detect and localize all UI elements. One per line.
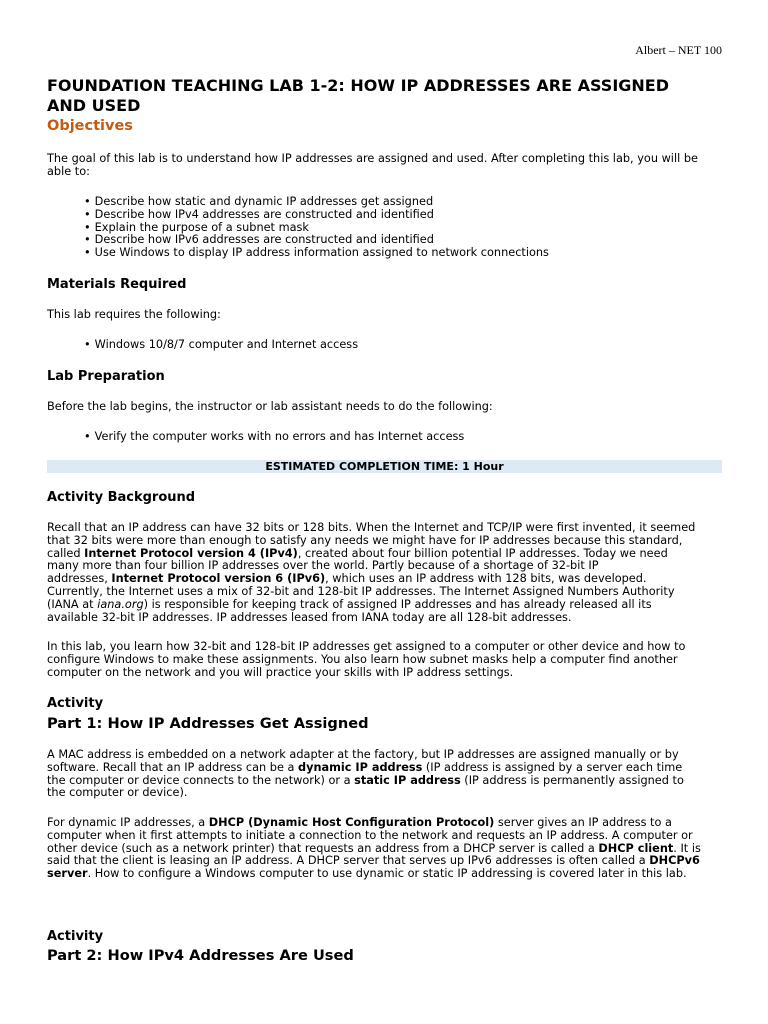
completion-time-banner: ESTIMATED COMPLETION TIME: 1 Hour: [47, 460, 722, 473]
list-item: • Describe how static and dynamic IP addresses get assigned: [84, 196, 549, 209]
background-heading: Activity Background: [47, 490, 196, 505]
prep-intro: Before the lab begins, the instructor or lab assistant needs to do the following:: [47, 400, 493, 413]
part2-heading: Part 2: How IPv4 Addresses Are Used: [47, 947, 354, 964]
objectives-intro: The goal of this lab is to understand how IP addresses are assigned and used. After completing this lab, you will be able to:: [47, 152, 698, 178]
background-paragraph-2: In this lab, you learn how 32-bit and 128-bit IP addresses get assigned to a computer or other device and how to configure Windows to make these assignments. You also learn how subnet masks help a computer find another computer on the network and you will practice your skills with IP address settings.: [47, 640, 686, 679]
materials-heading: Materials Required: [47, 277, 187, 292]
page-title: FOUNDATION TEACHING LAB 1-2: HOW IP ADDRESSES ARE ASSIGNED AND USED: [47, 76, 669, 115]
part1-heading: Part 1: How IP Addresses Get Assigned: [47, 715, 369, 732]
prep-heading: Lab Preparation: [47, 369, 165, 384]
list-item: • Verify the computer works with no errors and has Internet access: [84, 431, 464, 444]
materials-list: [84, 339, 358, 352]
list-item: • Use Windows to display IP address information assigned to network connections: [84, 247, 549, 260]
list-item: • Windows 10/8/7 computer and Internet access: [84, 339, 358, 352]
prep-list: [84, 431, 464, 444]
objectives-heading: Objectives: [47, 118, 133, 134]
part2-activity-label: Activity: [47, 929, 104, 944]
list-item: • Explain the purpose of a subnet mask: [84, 222, 549, 235]
materials-intro: This lab requires the following:: [47, 308, 221, 321]
part1-paragraph-1: A MAC address is embedded on a network adapter at the factory, but IP addresses are assigned manually or by software. Recall that an IP address can be a dynamic IP address (IP address is assigned by a server each time the computer or device connects to the network) or a static IP address (IP address is permanently assigned to the computer or device).: [47, 748, 684, 800]
objectives-list: [84, 196, 549, 260]
list-item: • Describe how IPv4 addresses are constructed and identified: [84, 209, 549, 222]
page-header: Albert – NET 100: [635, 43, 722, 57]
list-item: • Describe how IPv6 addresses are constructed and identified: [84, 234, 549, 247]
background-paragraph-1: Recall that an IP address can have 32 bits or 128 bits. When the Internet and TCP/IP were first invented, it seemed that 32 bits were more than enough to satisfy any needs we might have for IP addresses because this standard, called Internet Protocol version 4 (IPv4), created about four billion potential IP addresses. Today we need many more than four billion IP addresses over the world. Partly because of a shortage of 32-bit IP addresses, Internet Protocol version 6 (IPv6), which uses an IP address with 128 bits, was developed. Currently, the Internet uses a mix of 32-bit and 128-bit IP addresses. The Internet Assigned Numbers Authority (IANA at iana.org) is responsible for keeping track of assigned IP addresses and has already released all its available 32-bit IP addresses. IP addresses leased from IANA today are all 128-bit addresses.: [47, 521, 696, 624]
part1-paragraph-2: For dynamic IP addresses, a DHCP (Dynamic Host Configuration Protocol) server gives an IP address to a computer when it first attempts to initiate a connection to the network and requests an IP address. A computer or other device (such as a network printer) that requests an address from a DHCP server is called a DHCP client. It is said that the client is leasing an IP address. A DHCP server that serves up IPv6 addresses is often called a DHCPv6 server. How to configure a Windows computer to use dynamic or static IP addressing is covered later in this lab.: [47, 816, 701, 881]
part1-activity-label: Activity: [47, 696, 104, 711]
